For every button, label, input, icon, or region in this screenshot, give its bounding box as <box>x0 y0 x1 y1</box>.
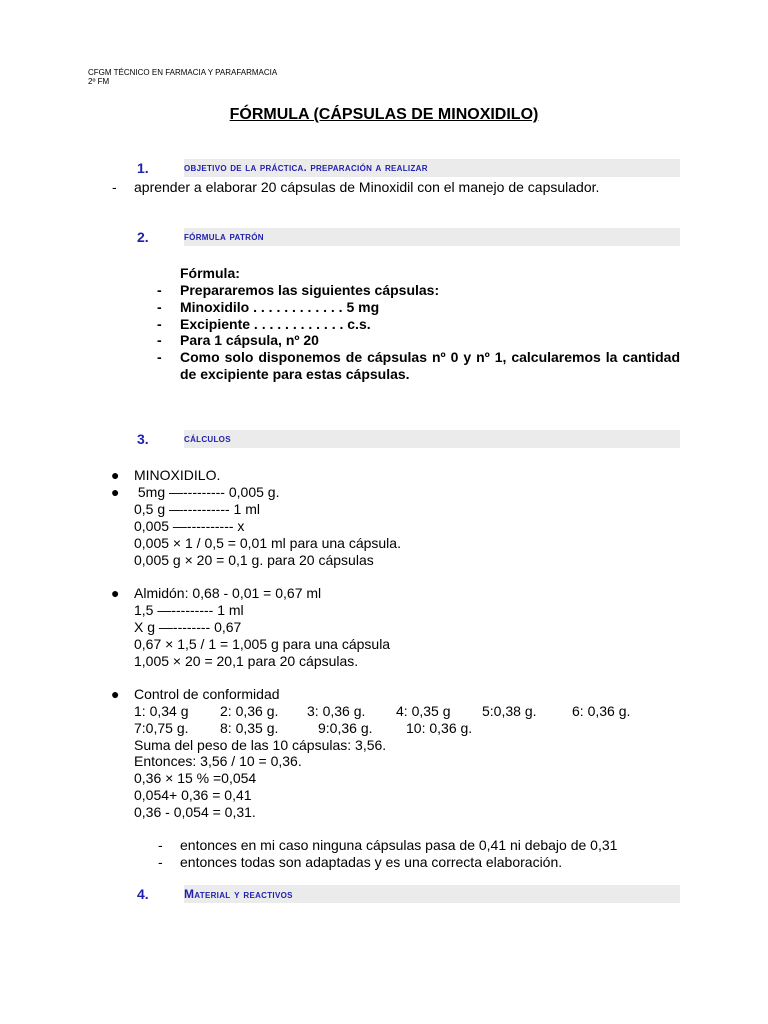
calc-line: 1,005 × 20 = 20,1 para 20 cápsulas. <box>134 653 359 669</box>
calc-line: 0,67 × 1,5 / 1 = 1,005 g para una cápsula <box>134 636 391 652</box>
weight-value: 10: 0,36 g. <box>406 720 473 736</box>
bullet-marker: ● <box>111 585 120 601</box>
document-title: FÓRMULA (CÁPSULAS DE MINOXIDILO) <box>229 106 539 123</box>
section-number: 1. <box>137 160 149 176</box>
calc-line: 0,36 - 0,054 = 0,31. <box>134 804 256 820</box>
calc-line: 1,5 —--------- 1 ml <box>134 602 244 618</box>
bullet-marker: ● <box>111 686 120 702</box>
section-label: cálculos <box>184 433 231 445</box>
section-1-heading <box>137 159 680 177</box>
formula-item: Como solo disponemos de cápsulas nº 0 y nº 1, calcularemos la cantidad de excipiente para estas cápsulas. <box>180 349 680 382</box>
header-group: 2º FM <box>88 77 110 86</box>
formula-item: Excipiente . . . . . . . . . . . . c.s. <box>180 316 371 332</box>
conclusion-text: entonces todas son adaptadas y es una correcta elaboración. <box>180 854 563 870</box>
dash-marker: - <box>157 349 162 365</box>
section-4-heading <box>137 885 680 903</box>
section-shade <box>184 430 680 448</box>
formula-heading: Fórmula: <box>180 265 240 281</box>
weight-value: 2: 0,36 g. <box>220 703 279 719</box>
dash-marker: - <box>112 179 117 195</box>
weight-value: 8: 0,35 g. <box>220 720 279 736</box>
calc-line: 0,005 g × 20 = 0,1 g. para 20 cápsulas <box>134 552 374 568</box>
weight-value: 4: 0,35 g <box>396 703 451 719</box>
calc-line: Almidón: 0,68 - 0,01 = 0,67 ml <box>134 585 322 601</box>
dash-marker: - <box>157 316 162 332</box>
header-course: CFGM TÉCNICO EN FARMACIA Y PARAFARMACIA <box>88 68 278 77</box>
dash-marker: - <box>157 282 162 298</box>
document-header <box>88 68 277 86</box>
calc-line: 0,054+ 0,36 = 0,41 <box>134 787 252 803</box>
calc-line: 0,5 g —---------- 1 ml <box>134 501 260 517</box>
weight-value: 7:0,75 g. <box>134 720 189 736</box>
dash-marker: - <box>157 299 162 315</box>
section-3-heading <box>137 430 680 448</box>
section-label: Material y reactivos <box>184 887 293 901</box>
formula-item: Para 1 cápsula, nº 20 <box>180 332 319 348</box>
section-label: objetivo de la práctica. preparación a realizar <box>184 162 428 174</box>
section-number: 2. <box>137 229 149 245</box>
calc-line: 0,36 × 15 % =0,054 <box>134 770 257 786</box>
objective-text: aprender a elaborar 20 cápsulas de Minoxidil con el manejo de capsulador. <box>134 179 600 195</box>
dash-marker: - <box>158 854 163 870</box>
calc-line: 0,005 × 1 / 0,5 = 0,01 ml para una cápsula. <box>134 535 401 551</box>
calc-line: X g —-------- 0,67 <box>134 619 242 635</box>
weight-value: 5:0,38 g. <box>482 703 537 719</box>
section-label: fórmula patrón <box>184 231 264 243</box>
formula-item: Minoxidilo . . . . . . . . . . . . 5 mg <box>180 299 380 315</box>
bullet-marker: ● <box>111 467 120 483</box>
control-title: Control de conformidad <box>134 686 280 702</box>
dash-marker: - <box>158 837 163 853</box>
calc-line: Suma del peso de las 10 cápsulas: 3,56. <box>134 737 387 753</box>
weight-value: 6: 0,36 g. <box>572 703 631 719</box>
calc-line: Entonces: 3,56 / 10 = 0,36. <box>134 753 302 769</box>
weight-value: 1: 0,34 g <box>134 703 189 719</box>
conclusion-text: entonces en mi caso ninguna cápsulas pasa de 0,41 ni debajo de 0,31 <box>180 837 618 853</box>
calc-line: 5mg —--------- 0,005 g. <box>134 484 280 500</box>
weight-value: 3: 0,36 g. <box>307 703 366 719</box>
section-2-heading <box>137 228 680 246</box>
formula-item: Prepararemos las siguientes cápsulas: <box>180 282 440 298</box>
section-number: 4. <box>137 886 149 902</box>
bullet-marker: ● <box>111 484 120 500</box>
calc-title: MINOXIDILO. <box>134 467 221 483</box>
section-number: 3. <box>137 431 149 447</box>
dash-marker: - <box>157 332 162 348</box>
weight-value: 9:0,36 g. <box>318 720 373 736</box>
calc-line: 0,005 —---------- x <box>134 518 245 534</box>
